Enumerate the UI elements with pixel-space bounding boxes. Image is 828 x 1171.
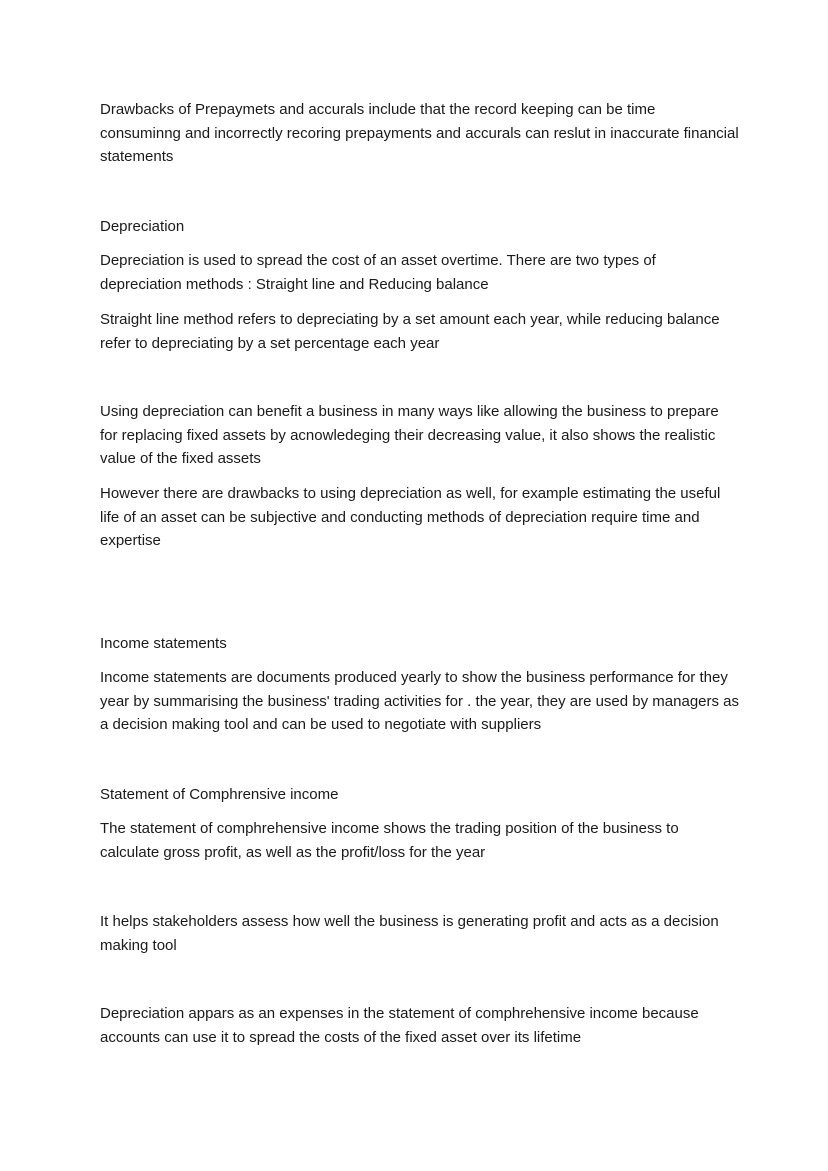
paragraph-income-statements: Income statements are documents produced yearly to show the business performance for they year by summarising the business' trading activities for . the year, they are used by managers as a decision making tool and can be used to negotiate with suppliers (100, 669, 740, 733)
paragraph-depreciation-intro: Depreciation is used to spread the cost of an asset overtime. There are two types of depreciation methods : Straight line and Reducing balance (100, 252, 656, 293)
paragraph-prepayments-drawbacks: Drawbacks of Prepaymets and accurals include that the record keeping can be time consuminng and incorrectly recoring prepayments and accurals can reslut in inaccurate financial statements (100, 101, 739, 165)
paragraph-comprehensive-income: The statement of comphrehensive income shows the trading position of the business to calculate gross profit, as well as the profit/loss for the year (100, 820, 679, 861)
paragraph-stakeholders: It helps stakeholders assess how well the business is generating profit and acts as a decision making tool (100, 913, 719, 954)
paragraph-depreciation-methods: Straight line method refers to depreciating by a set amount each year, while reducing balance refer to depreciating by a set percentage each year (100, 311, 720, 352)
heading-income-statements: Income statements (100, 635, 227, 652)
heading-depreciation: Depreciation (100, 218, 185, 235)
paragraph-depreciation-benefits: Using depreciation can benefit a business in many ways like allowing the business to prepare for replacing fixed assets by acnowledeging their decreasing value, it also shows the realistic value of the fixed assets (100, 403, 719, 467)
paragraph-depreciation-in-statement: Depreciation appars as an expenses in the statement of comphrehensive income because accounts can use it to spread the costs of the fixed asset over its lifetime (100, 1005, 699, 1046)
heading-comprehensive-income: Statement of Comphrensive income (100, 786, 339, 803)
paragraph-depreciation-drawbacks: However there are drawbacks to using depreciation as well, for example estimating the useful life of an asset can be subjective and conducting methods of depreciation require time and expertise (100, 485, 721, 549)
